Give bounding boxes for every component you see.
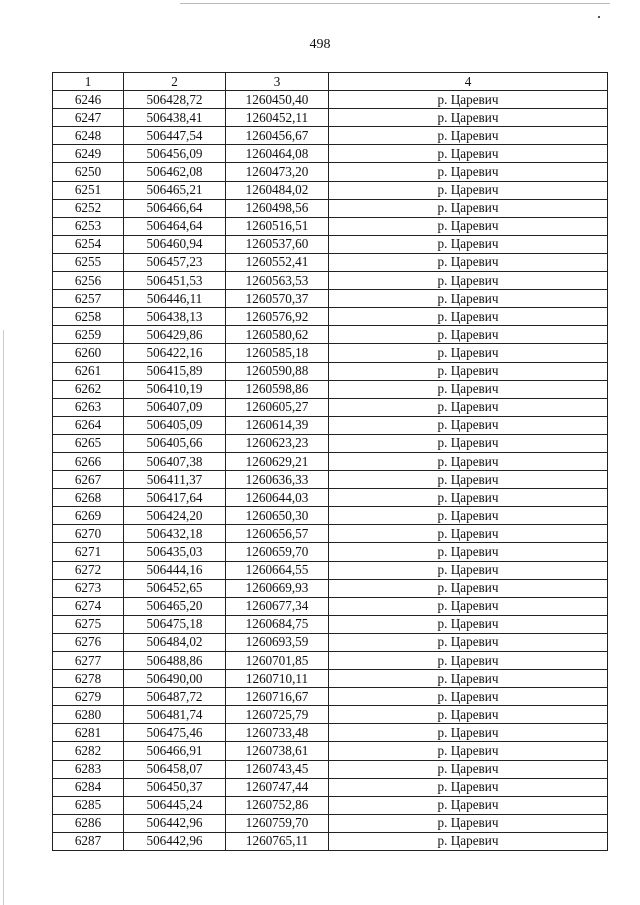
x-coordinate-cell: 506415,89 bbox=[124, 362, 226, 380]
y-coordinate-cell: 1260590,88 bbox=[226, 362, 329, 380]
y-coordinate-cell: 1260484,02 bbox=[226, 181, 329, 199]
description-cell: р. Царевич bbox=[329, 380, 608, 398]
point-number-cell: 6260 bbox=[53, 344, 124, 362]
table-row bbox=[53, 471, 608, 489]
x-coordinate-cell: 506465,20 bbox=[124, 597, 226, 615]
x-coordinate-cell: 506438,41 bbox=[124, 109, 226, 127]
table-row bbox=[53, 615, 608, 633]
x-coordinate-cell: 506458,07 bbox=[124, 760, 226, 778]
point-number-cell: 6281 bbox=[53, 724, 124, 742]
y-coordinate-cell: 1260552,41 bbox=[226, 253, 329, 271]
y-coordinate-cell: 1260733,48 bbox=[226, 724, 329, 742]
x-coordinate-cell: 506462,08 bbox=[124, 163, 226, 181]
y-coordinate-cell: 1260537,60 bbox=[226, 235, 329, 253]
y-coordinate-cell: 1260563,53 bbox=[226, 272, 329, 290]
table-row bbox=[53, 253, 608, 271]
point-number-cell: 6276 bbox=[53, 633, 124, 651]
description-cell: р. Царевич bbox=[329, 670, 608, 688]
table-row bbox=[53, 706, 608, 724]
point-number-cell: 6267 bbox=[53, 471, 124, 489]
description-cell: р. Царевич bbox=[329, 109, 608, 127]
x-coordinate-cell: 506481,74 bbox=[124, 706, 226, 724]
point-number-cell: 6255 bbox=[53, 253, 124, 271]
y-coordinate-cell: 1260452,11 bbox=[226, 109, 329, 127]
y-coordinate-cell: 1260710,11 bbox=[226, 670, 329, 688]
point-number-cell: 6247 bbox=[53, 109, 124, 127]
y-coordinate-cell: 1260759,70 bbox=[226, 814, 329, 832]
x-coordinate-cell: 506424,20 bbox=[124, 507, 226, 525]
table-row bbox=[53, 217, 608, 235]
description-cell: р. Царевич bbox=[329, 507, 608, 525]
description-cell: р. Царевич bbox=[329, 199, 608, 217]
x-coordinate-cell: 506442,96 bbox=[124, 832, 226, 850]
point-number-cell: 6280 bbox=[53, 706, 124, 724]
y-coordinate-cell: 1260585,18 bbox=[226, 344, 329, 362]
point-number-cell: 6271 bbox=[53, 543, 124, 561]
point-number-cell: 6266 bbox=[53, 452, 124, 470]
scan-artifact-dot bbox=[598, 16, 600, 18]
x-coordinate-cell: 506464,64 bbox=[124, 217, 226, 235]
description-cell: р. Царевич bbox=[329, 145, 608, 163]
table-row bbox=[53, 778, 608, 796]
point-number-cell: 6249 bbox=[53, 145, 124, 163]
table-row bbox=[53, 814, 608, 832]
table-row bbox=[53, 199, 608, 217]
point-number-cell: 6253 bbox=[53, 217, 124, 235]
x-coordinate-cell: 506456,09 bbox=[124, 145, 226, 163]
x-coordinate-cell: 506428,72 bbox=[124, 91, 226, 109]
point-number-cell: 6258 bbox=[53, 308, 124, 326]
point-number-cell: 6254 bbox=[53, 235, 124, 253]
y-coordinate-cell: 1260464,08 bbox=[226, 145, 329, 163]
point-number-cell: 6270 bbox=[53, 525, 124, 543]
point-number-cell: 6263 bbox=[53, 398, 124, 416]
point-number-cell: 6262 bbox=[53, 380, 124, 398]
x-coordinate-cell: 506446,11 bbox=[124, 290, 226, 308]
description-cell: р. Царевич bbox=[329, 344, 608, 362]
description-cell: р. Царевич bbox=[329, 579, 608, 597]
y-coordinate-cell: 1260743,45 bbox=[226, 760, 329, 778]
y-coordinate-cell: 1260456,67 bbox=[226, 127, 329, 145]
description-cell: р. Царевич bbox=[329, 308, 608, 326]
coordinates-table bbox=[52, 72, 608, 851]
description-cell: р. Царевич bbox=[329, 91, 608, 109]
y-coordinate-cell: 1260605,27 bbox=[226, 398, 329, 416]
y-coordinate-cell: 1260473,20 bbox=[226, 163, 329, 181]
y-coordinate-cell: 1260614,39 bbox=[226, 416, 329, 434]
description-cell: р. Царевич bbox=[329, 724, 608, 742]
point-number-cell: 6251 bbox=[53, 181, 124, 199]
description-cell: р. Царевич bbox=[329, 760, 608, 778]
x-coordinate-cell: 506432,18 bbox=[124, 525, 226, 543]
table-row bbox=[53, 525, 608, 543]
x-coordinate-cell: 506438,13 bbox=[124, 308, 226, 326]
x-coordinate-cell: 506422,16 bbox=[124, 344, 226, 362]
description-cell: р. Царевич bbox=[329, 742, 608, 760]
x-coordinate-cell: 506444,16 bbox=[124, 561, 226, 579]
point-number-cell: 6277 bbox=[53, 652, 124, 670]
x-coordinate-cell: 506411,37 bbox=[124, 471, 226, 489]
table-row bbox=[53, 724, 608, 742]
x-coordinate-cell: 506466,64 bbox=[124, 199, 226, 217]
table-body bbox=[53, 91, 608, 851]
x-coordinate-cell: 506407,38 bbox=[124, 452, 226, 470]
table-row bbox=[53, 652, 608, 670]
x-coordinate-cell: 506405,09 bbox=[124, 416, 226, 434]
description-cell: р. Царевич bbox=[329, 452, 608, 470]
y-coordinate-cell: 1260656,57 bbox=[226, 525, 329, 543]
x-coordinate-cell: 506417,64 bbox=[124, 489, 226, 507]
description-cell: р. Царевич bbox=[329, 778, 608, 796]
table-row bbox=[53, 235, 608, 253]
y-coordinate-cell: 1260669,93 bbox=[226, 579, 329, 597]
y-coordinate-cell: 1260747,44 bbox=[226, 778, 329, 796]
table-row bbox=[53, 597, 608, 615]
table-row bbox=[53, 290, 608, 308]
y-coordinate-cell: 1260516,51 bbox=[226, 217, 329, 235]
y-coordinate-cell: 1260765,11 bbox=[226, 832, 329, 850]
point-number-cell: 6265 bbox=[53, 434, 124, 452]
description-cell: р. Царевич bbox=[329, 561, 608, 579]
y-coordinate-cell: 1260677,34 bbox=[226, 597, 329, 615]
point-number-cell: 6282 bbox=[53, 742, 124, 760]
table-row bbox=[53, 579, 608, 597]
point-number-cell: 6264 bbox=[53, 416, 124, 434]
x-coordinate-cell: 506450,37 bbox=[124, 778, 226, 796]
point-number-cell: 6273 bbox=[53, 579, 124, 597]
point-number-cell: 6246 bbox=[53, 91, 124, 109]
description-cell: р. Царевич bbox=[329, 127, 608, 145]
point-number-cell: 6286 bbox=[53, 814, 124, 832]
point-number-cell: 6257 bbox=[53, 290, 124, 308]
table-header bbox=[53, 73, 608, 91]
table-row bbox=[53, 308, 608, 326]
description-cell: р. Царевич bbox=[329, 814, 608, 832]
table-row bbox=[53, 670, 608, 688]
y-coordinate-cell: 1260701,85 bbox=[226, 652, 329, 670]
header-row bbox=[53, 73, 608, 91]
column-header-1: 1 bbox=[53, 73, 124, 91]
table-row bbox=[53, 742, 608, 760]
table-row bbox=[53, 163, 608, 181]
point-number-cell: 6283 bbox=[53, 760, 124, 778]
x-coordinate-cell: 506466,91 bbox=[124, 742, 226, 760]
y-coordinate-cell: 1260752,86 bbox=[226, 796, 329, 814]
x-coordinate-cell: 506488,86 bbox=[124, 652, 226, 670]
table-row bbox=[53, 688, 608, 706]
table-row bbox=[53, 181, 608, 199]
description-cell: р. Царевич bbox=[329, 362, 608, 380]
y-coordinate-cell: 1260450,40 bbox=[226, 91, 329, 109]
description-cell: р. Царевич bbox=[329, 633, 608, 651]
description-cell: р. Царевич bbox=[329, 416, 608, 434]
y-coordinate-cell: 1260636,33 bbox=[226, 471, 329, 489]
description-cell: р. Царевич bbox=[329, 652, 608, 670]
table-row bbox=[53, 127, 608, 145]
y-coordinate-cell: 1260725,79 bbox=[226, 706, 329, 724]
table-row bbox=[53, 272, 608, 290]
point-number-cell: 6284 bbox=[53, 778, 124, 796]
x-coordinate-cell: 506429,86 bbox=[124, 326, 226, 344]
y-coordinate-cell: 1260644,03 bbox=[226, 489, 329, 507]
description-cell: р. Царевич bbox=[329, 434, 608, 452]
table-row bbox=[53, 489, 608, 507]
description-cell: р. Царевич bbox=[329, 525, 608, 543]
x-coordinate-cell: 506445,24 bbox=[124, 796, 226, 814]
y-coordinate-cell: 1260498,56 bbox=[226, 199, 329, 217]
x-coordinate-cell: 506451,53 bbox=[124, 272, 226, 290]
description-cell: р. Царевич bbox=[329, 489, 608, 507]
point-number-cell: 6252 bbox=[53, 199, 124, 217]
column-header-4: 4 bbox=[329, 73, 608, 91]
x-coordinate-cell: 506452,65 bbox=[124, 579, 226, 597]
x-coordinate-cell: 506465,21 bbox=[124, 181, 226, 199]
coordinates-table-container bbox=[52, 72, 607, 851]
point-number-cell: 6259 bbox=[53, 326, 124, 344]
table-row bbox=[53, 434, 608, 452]
description-cell: р. Царевич bbox=[329, 326, 608, 344]
x-coordinate-cell: 506435,03 bbox=[124, 543, 226, 561]
column-header-2: 2 bbox=[124, 73, 226, 91]
description-cell: р. Царевич bbox=[329, 253, 608, 271]
x-coordinate-cell: 506490,00 bbox=[124, 670, 226, 688]
point-number-cell: 6278 bbox=[53, 670, 124, 688]
description-cell: р. Царевич bbox=[329, 543, 608, 561]
point-number-cell: 6272 bbox=[53, 561, 124, 579]
table-row bbox=[53, 380, 608, 398]
table-row bbox=[53, 543, 608, 561]
description-cell: р. Царевич bbox=[329, 597, 608, 615]
y-coordinate-cell: 1260629,21 bbox=[226, 452, 329, 470]
y-coordinate-cell: 1260650,30 bbox=[226, 507, 329, 525]
description-cell: р. Царевич bbox=[329, 832, 608, 850]
point-number-cell: 6250 bbox=[53, 163, 124, 181]
x-coordinate-cell: 506484,02 bbox=[124, 633, 226, 651]
description-cell: р. Царевич bbox=[329, 217, 608, 235]
description-cell: р. Царевич bbox=[329, 235, 608, 253]
x-coordinate-cell: 506475,18 bbox=[124, 615, 226, 633]
table-row bbox=[53, 109, 608, 127]
point-number-cell: 6256 bbox=[53, 272, 124, 290]
y-coordinate-cell: 1260576,92 bbox=[226, 308, 329, 326]
scan-artifact-line bbox=[180, 3, 610, 4]
table-row bbox=[53, 416, 608, 434]
y-coordinate-cell: 1260570,37 bbox=[226, 290, 329, 308]
table-row bbox=[53, 633, 608, 651]
description-cell: р. Царевич bbox=[329, 796, 608, 814]
description-cell: р. Царевич bbox=[329, 471, 608, 489]
table-row bbox=[53, 344, 608, 362]
x-coordinate-cell: 506407,09 bbox=[124, 398, 226, 416]
description-cell: р. Царевич bbox=[329, 398, 608, 416]
table-row bbox=[53, 91, 608, 109]
x-coordinate-cell: 506457,23 bbox=[124, 253, 226, 271]
point-number-cell: 6248 bbox=[53, 127, 124, 145]
description-cell: р. Царевич bbox=[329, 181, 608, 199]
y-coordinate-cell: 1260716,67 bbox=[226, 688, 329, 706]
point-number-cell: 6269 bbox=[53, 507, 124, 525]
description-cell: р. Царевич bbox=[329, 706, 608, 724]
table-row bbox=[53, 452, 608, 470]
description-cell: р. Царевич bbox=[329, 163, 608, 181]
table-row bbox=[53, 796, 608, 814]
table-row bbox=[53, 326, 608, 344]
table-row bbox=[53, 760, 608, 778]
point-number-cell: 6261 bbox=[53, 362, 124, 380]
x-coordinate-cell: 506410,19 bbox=[124, 380, 226, 398]
column-header-3: 3 bbox=[226, 73, 329, 91]
y-coordinate-cell: 1260580,62 bbox=[226, 326, 329, 344]
x-coordinate-cell: 506487,72 bbox=[124, 688, 226, 706]
y-coordinate-cell: 1260659,70 bbox=[226, 543, 329, 561]
description-cell: р. Царевич bbox=[329, 272, 608, 290]
point-number-cell: 6275 bbox=[53, 615, 124, 633]
point-number-cell: 6287 bbox=[53, 832, 124, 850]
table-row bbox=[53, 832, 608, 850]
point-number-cell: 6285 bbox=[53, 796, 124, 814]
table-row bbox=[53, 561, 608, 579]
table-row bbox=[53, 398, 608, 416]
table-row bbox=[53, 507, 608, 525]
point-number-cell: 6279 bbox=[53, 688, 124, 706]
x-coordinate-cell: 506475,46 bbox=[124, 724, 226, 742]
description-cell: р. Царевич bbox=[329, 615, 608, 633]
x-coordinate-cell: 506460,94 bbox=[124, 235, 226, 253]
table-row bbox=[53, 145, 608, 163]
y-coordinate-cell: 1260664,55 bbox=[226, 561, 329, 579]
table-row bbox=[53, 362, 608, 380]
scan-artifact-edge bbox=[3, 330, 4, 905]
page-number: 498 bbox=[309, 37, 331, 52]
x-coordinate-cell: 506442,96 bbox=[124, 814, 226, 832]
y-coordinate-cell: 1260693,59 bbox=[226, 633, 329, 651]
description-cell: р. Царевич bbox=[329, 688, 608, 706]
x-coordinate-cell: 506447,54 bbox=[124, 127, 226, 145]
y-coordinate-cell: 1260738,61 bbox=[226, 742, 329, 760]
description-cell: р. Царевич bbox=[329, 290, 608, 308]
y-coordinate-cell: 1260598,86 bbox=[226, 380, 329, 398]
point-number-cell: 6274 bbox=[53, 597, 124, 615]
y-coordinate-cell: 1260684,75 bbox=[226, 615, 329, 633]
y-coordinate-cell: 1260623,23 bbox=[226, 434, 329, 452]
point-number-cell: 6268 bbox=[53, 489, 124, 507]
x-coordinate-cell: 506405,66 bbox=[124, 434, 226, 452]
